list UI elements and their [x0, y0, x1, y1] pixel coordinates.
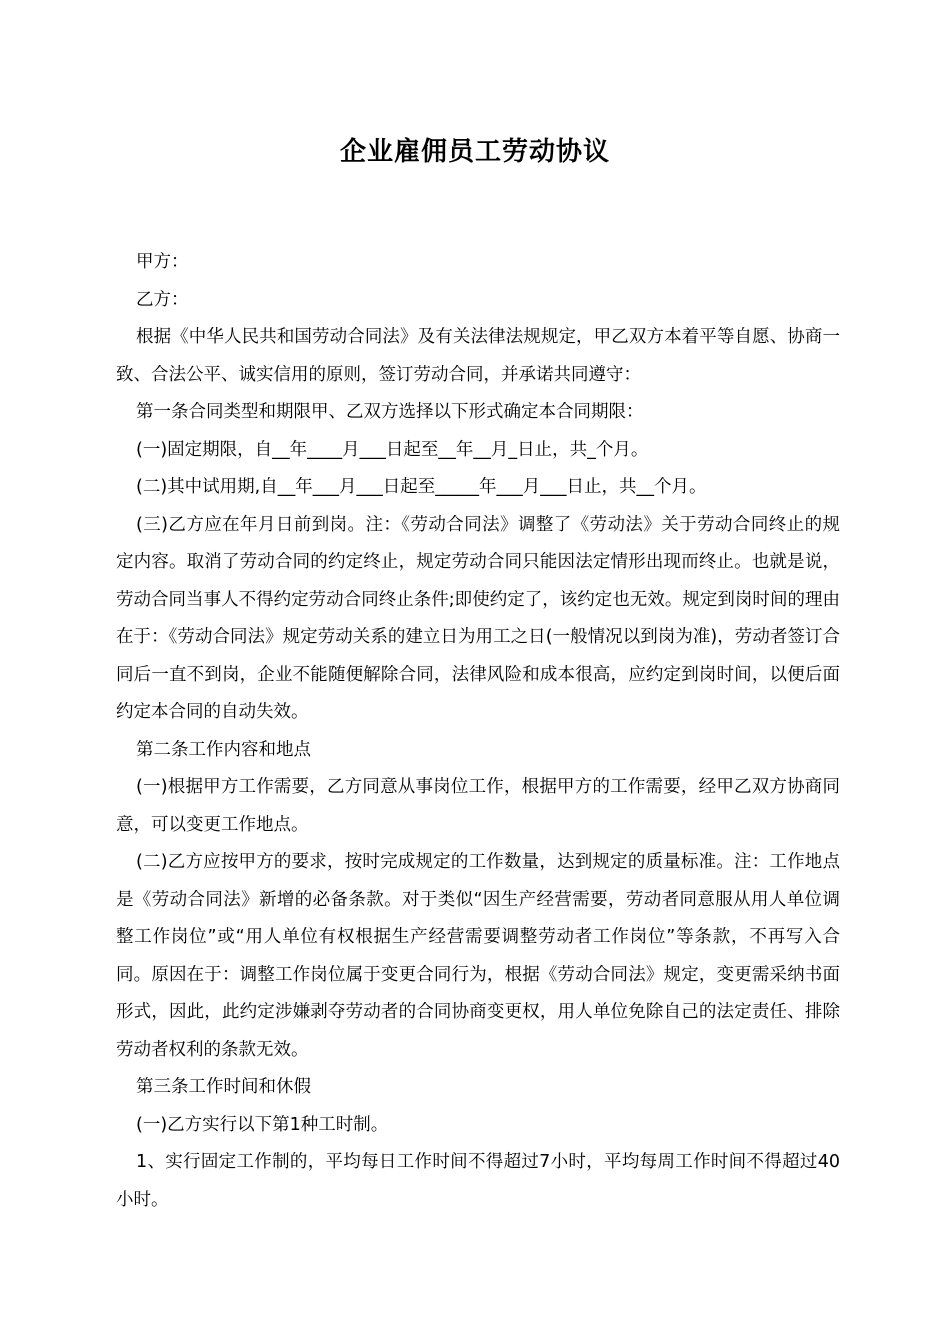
- party-a-line: 甲方：: [136, 252, 189, 272]
- article-1-clause-2: (二)其中试用期,自__年___月___日起至_____年___月___日止，共__个月。: [136, 477, 707, 497]
- article-2-clause-2: (二)乙方应按甲方的要求，按时完成规定的工作数量，达到规定的质量标准。注：工作地点是《劳动合同法》新增的必备条款。对于类似“因生产经营需要，劳动者同意服从用人单位调整工作岗位”或“用人单位有权根据生产经营需要调整劳动者工作岗位”等条款，不再写入合同。原因在于：调整工作岗位属于变更合同行为，根据《劳动合同法》规定，变更需采纳书面形式，因此，此约定涉嫌剥夺劳动者的合同协商变更权，用人单位免除自己的法定责任、排除劳动者权利的条款无效。: [116, 852, 840, 1060]
- article-1-clause-3: (三)乙方应在年月日前到岗。注：《劳动合同法》调整了《劳动法》关于劳动合同终止的规定内容。取消了劳动合同的约定终止，规定劳动合同只能因法定情形出现而终止。也就是说，劳动合同当事人不得约定劳动合同终止条件;即使约定了，该约定也无效。规定到岗时间的理由在于：《劳动合同法》规定劳动关系的建立日为用工之日(一般情况以到岗为准)，劳动者签订合同后一直不到岗，企业不能随便解除合同，法律风险和成本很高，应约定到岗时间，以便后面约定本合同的自动失效。: [116, 514, 840, 722]
- article-2-clause-1: (一)根据甲方工作需要，乙方同意从事岗位工作，根据甲方的工作需要，经甲乙双方协商同意，可以变更工作地点。: [116, 777, 840, 835]
- document-body: [116, 244, 840, 1219]
- article-3-item-1: 1、实行固定工作制的，平均每日工作时间不得超过7小时，平均每周工作时间不得超过40小时。: [116, 1152, 840, 1210]
- article-3-clause-1: (一)乙方实行以下第1种工时制。: [136, 1114, 389, 1135]
- article-2-heading: 第二条工作内容和地点: [136, 739, 311, 760]
- preamble-paragraph: 根据《中华人民共和国劳动合同法》及有关法律法规规定，甲乙双方本着平等自愿、协商一致、合法公平、诚实信用的原则，签订劳动合同，并承诺共同遵守：: [116, 327, 840, 385]
- article-1-clause-1: (一)固定期限，自__年____月___日起至__年__月_日止，共_个月。: [136, 439, 649, 460]
- document-title: 企业雇佣员工劳动协议: [339, 137, 610, 167]
- article-3-heading: 第三条工作时间和休假: [136, 1077, 311, 1097]
- party-b-line: 乙方：: [136, 289, 189, 310]
- article-1-heading: 第一条合同类型和期限甲、乙双方选择以下形式确定本合同期限：: [136, 402, 644, 422]
